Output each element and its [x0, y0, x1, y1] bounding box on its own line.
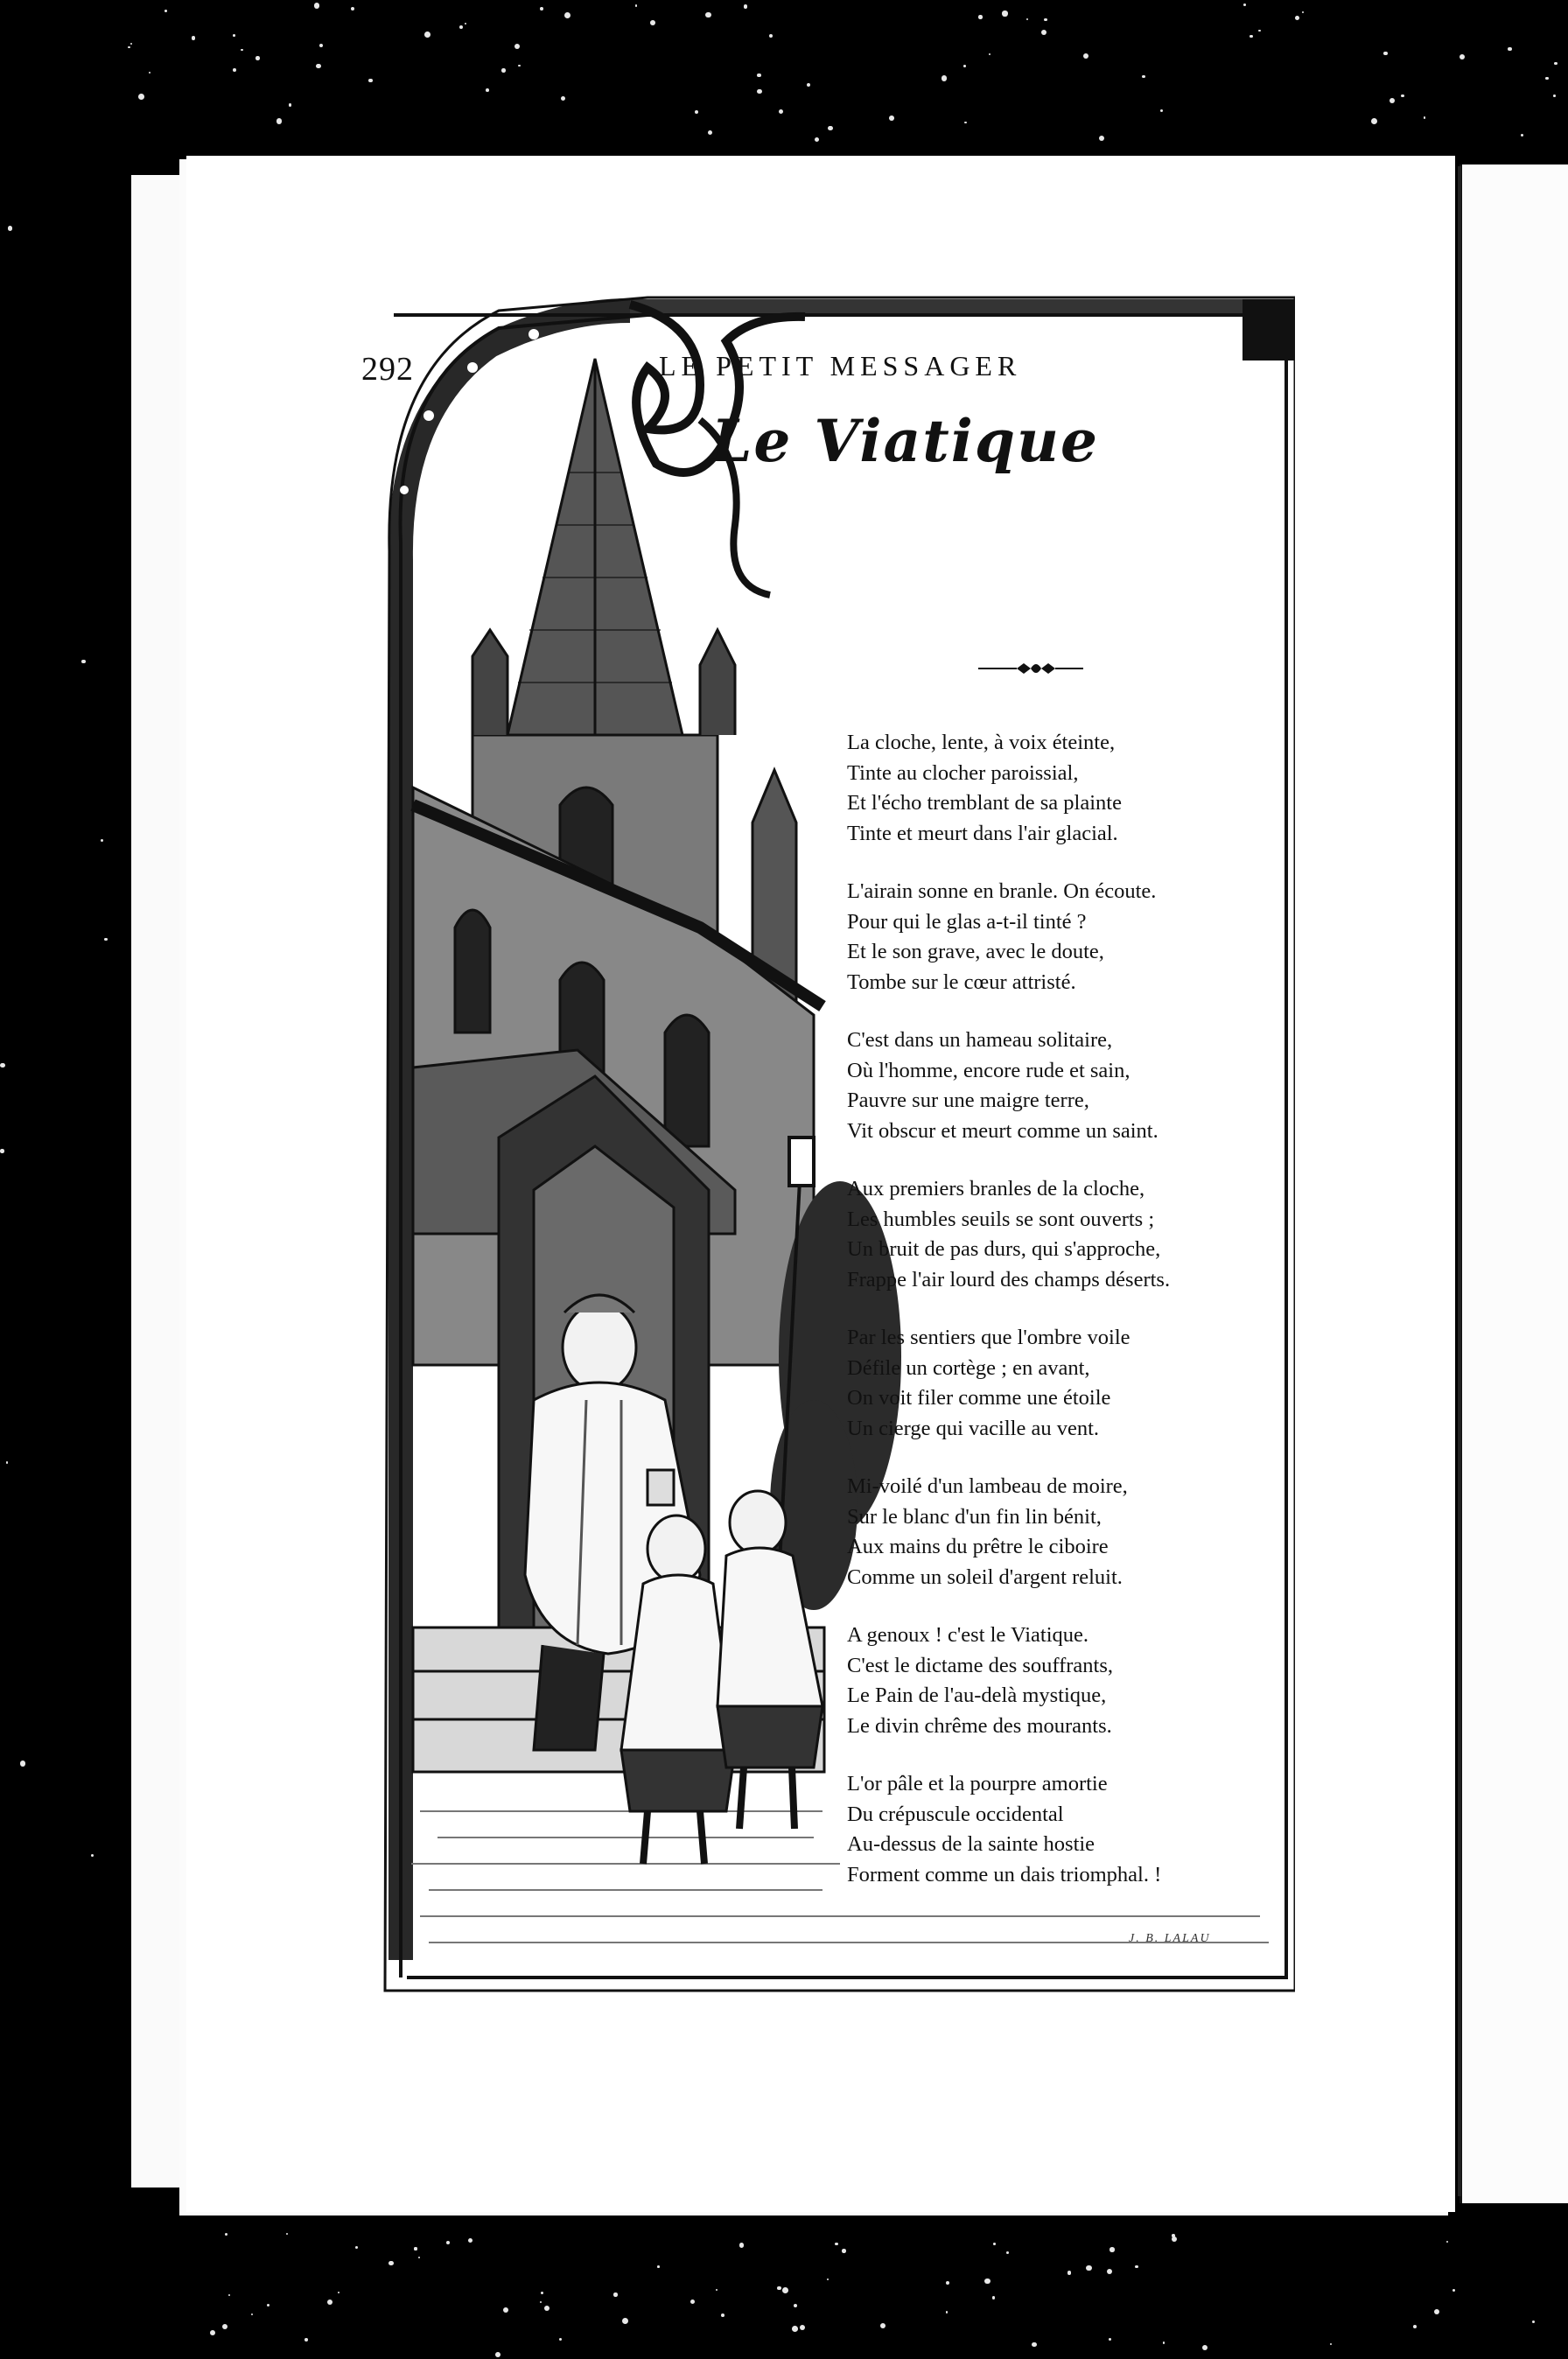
- dust-speck: [800, 2325, 805, 2330]
- poem-verse: Le Pain de l'au-delà mystique,: [847, 1684, 1107, 1707]
- dust-speck: [777, 2286, 780, 2290]
- dust-speck: [1099, 136, 1104, 141]
- dust-speck: [757, 89, 761, 94]
- dust-speck: [744, 4, 748, 9]
- dust-speck: [1110, 2247, 1115, 2252]
- poem-verse: La cloche, lente, à voix éteinte,: [847, 731, 1116, 754]
- dust-speck: [650, 20, 655, 25]
- poem-verse: On voit filer comme une étoile: [847, 1386, 1111, 1410]
- dust-speck: [251, 2314, 253, 2315]
- dust-speck: [495, 2352, 500, 2357]
- page-number: 292: [361, 351, 414, 388]
- running-title: LE PETIT MESSAGER: [659, 350, 1022, 382]
- dust-speck: [1553, 94, 1556, 97]
- dust-speck: [828, 126, 832, 130]
- dust-speck: [779, 109, 783, 114]
- artist-signature: J. B. LALAU: [1129, 1932, 1211, 1945]
- dust-speck: [1413, 2325, 1417, 2328]
- poem-verse: Les humbles seuils se sont ouverts ;: [847, 1207, 1155, 1231]
- dust-speck: [989, 53, 990, 55]
- dust-speck: [514, 44, 520, 49]
- poem-verse: Tombe sur le cœur attristé.: [847, 970, 1076, 994]
- dust-speck: [1250, 35, 1253, 38]
- poem-verse: Comme un soleil d'argent reluit.: [847, 1564, 1123, 1589]
- dust-speck: [635, 4, 638, 7]
- dust-speck: [276, 118, 283, 124]
- dust-speck: [705, 12, 710, 18]
- dust-speck: [1172, 2236, 1177, 2242]
- dust-speck: [769, 34, 773, 38]
- dust-speck: [889, 116, 894, 121]
- dust-speck: [842, 2249, 845, 2252]
- dust-speck: [1258, 30, 1261, 32]
- dust-speck: [559, 2338, 562, 2341]
- dust-speck: [946, 2311, 948, 2314]
- dust-speck: [613, 2292, 617, 2296]
- binding-gutter: [1458, 166, 1461, 2196]
- dust-speck: [1026, 18, 1028, 20]
- dust-speck: [355, 2246, 358, 2249]
- dust-speck: [20, 1760, 25, 1766]
- dust-speck: [327, 2300, 332, 2305]
- dust-speck: [468, 2238, 472, 2243]
- poem-verse: Le divin chrême des mourants.: [847, 1713, 1112, 1738]
- facing-page: [1460, 164, 1568, 2203]
- dust-speck: [1160, 109, 1163, 112]
- poem-verse: Mi-voilé d'un lambeau de moire,: [847, 1474, 1128, 1498]
- dust-speck: [225, 2233, 228, 2236]
- dust-speck: [338, 2292, 340, 2293]
- dust-speck: [540, 7, 543, 10]
- dust-speck: [1460, 54, 1466, 60]
- dust-speck: [1452, 2289, 1455, 2292]
- dust-speck: [1109, 2338, 1111, 2341]
- dust-speck: [946, 2281, 950, 2286]
- dust-speck: [518, 65, 520, 66]
- poem-verse: Du crépuscule occidental: [847, 1802, 1064, 1826]
- poem-verse: Aux premiers branles de la cloche,: [847, 1177, 1145, 1200]
- dust-speck: [1135, 2265, 1138, 2269]
- dust-speck: [1508, 47, 1512, 52]
- dust-speck: [622, 2318, 628, 2324]
- poem-stanza: [847, 728, 1284, 849]
- dust-speck: [992, 2296, 995, 2299]
- dust-speck: [880, 2323, 886, 2328]
- dust-speck: [792, 2326, 798, 2332]
- dust-speck: [6, 1461, 8, 1463]
- dust-speck: [424, 32, 430, 38]
- dust-speck: [1383, 52, 1387, 55]
- dust-speck: [304, 2338, 308, 2342]
- poem-verse: Aux mains du prêtre le ciboire: [847, 1535, 1109, 1558]
- dust-speck: [540, 2301, 542, 2303]
- poem-stanza: [847, 1026, 1284, 1146]
- dust-speck: [1107, 2269, 1112, 2274]
- dust-speck: [1390, 98, 1395, 103]
- dust-speck: [807, 83, 810, 87]
- dust-speck: [128, 46, 130, 49]
- poem-verse: Et le son grave, avec le doute,: [847, 940, 1104, 963]
- dust-speck: [1041, 30, 1046, 35]
- dust-speck: [388, 2261, 394, 2266]
- dust-speck: [815, 137, 819, 142]
- dust-speck: [91, 1854, 94, 1857]
- dust-speck: [978, 15, 982, 18]
- poem-stanza: [847, 1620, 1284, 1741]
- dust-speck: [1424, 116, 1426, 119]
- dust-speck: [794, 2304, 797, 2307]
- dust-speck: [993, 2243, 996, 2245]
- dust-speck: [233, 34, 235, 37]
- poem-body: [847, 728, 1284, 1918]
- dust-speck: [286, 2233, 288, 2235]
- dust-speck: [963, 65, 966, 67]
- dust-speck: [835, 2243, 838, 2246]
- dust-speck: [1330, 2343, 1332, 2345]
- dust-speck: [544, 2306, 550, 2311]
- dust-speck: [541, 2292, 543, 2294]
- dust-speck: [1532, 2320, 1535, 2323]
- dust-speck: [657, 2265, 660, 2268]
- dust-speck: [104, 938, 107, 941]
- poem-verse: Défile un cortège ; en avant,: [847, 1355, 1090, 1380]
- dust-speck: [101, 839, 103, 842]
- dust-speck: [0, 1063, 5, 1068]
- dust-speck: [1521, 134, 1523, 136]
- poem-verse: Sur le blanc d'un fin lin bénit,: [847, 1504, 1102, 1529]
- dust-speck: [368, 79, 372, 82]
- dust-speck: [164, 10, 167, 12]
- dust-speck: [414, 2247, 416, 2250]
- dust-speck: [210, 2330, 215, 2335]
- poem-verse: Tinte et meurt dans l'air glacial.: [847, 821, 1118, 845]
- dust-speck: [1083, 53, 1088, 59]
- dust-speck: [267, 2304, 270, 2307]
- dust-speck: [130, 43, 132, 45]
- dust-speck: [418, 2257, 420, 2258]
- dust-speck: [561, 96, 566, 102]
- dust-speck: [316, 64, 321, 69]
- poem-verse: Vit obscur et meurt comme un saint.: [847, 1118, 1158, 1143]
- poem-verse: Un bruit de pas durs, qui s'approche,: [847, 1237, 1161, 1261]
- dust-speck: [1371, 118, 1377, 124]
- dust-speck: [690, 2300, 695, 2304]
- poem-verse: Par les sentiers que l'ombre voile: [847, 1326, 1130, 1349]
- poem-verse: Un cierge qui vacille au vent.: [847, 1416, 1099, 1440]
- poem-verse: Au-dessus de la sainte hostie: [847, 1832, 1096, 1856]
- poem-stanza: [847, 1174, 1284, 1295]
- poem-stanza: [847, 1769, 1284, 1890]
- dust-speck: [228, 2294, 230, 2296]
- dust-speck: [827, 2278, 829, 2280]
- dust-speck: [486, 88, 489, 92]
- dust-speck: [256, 56, 260, 60]
- poem-verse: C'est dans un hameau solitaire,: [847, 1028, 1113, 1052]
- dust-speck: [1243, 4, 1246, 6]
- dust-speck: [1401, 94, 1404, 97]
- dust-speck: [0, 1149, 4, 1152]
- dust-speck: [459, 25, 463, 29]
- dust-speck: [1006, 2251, 1009, 2254]
- dust-speck: [1068, 2271, 1071, 2274]
- dust-speck: [1032, 2342, 1037, 2348]
- dust-speck: [241, 49, 242, 51]
- dust-speck: [1446, 2241, 1448, 2243]
- dust-speck: [1302, 11, 1304, 13]
- dust-speck: [739, 2243, 745, 2248]
- fleuron-ornament-icon: [978, 658, 1083, 679]
- dust-speck: [716, 2289, 718, 2292]
- dust-speck: [1044, 18, 1047, 22]
- dust-speck: [1554, 62, 1558, 66]
- dust-speck: [942, 75, 948, 81]
- dust-speck: [782, 2287, 788, 2293]
- dust-speck: [233, 68, 236, 72]
- dust-speck: [314, 3, 320, 9]
- dust-speck: [289, 103, 292, 107]
- dust-speck: [1202, 2345, 1208, 2350]
- dust-speck: [149, 72, 150, 74]
- dust-speck: [192, 36, 195, 39]
- dust-speck: [1295, 16, 1299, 20]
- dust-speck: [721, 2314, 724, 2317]
- dust-speck: [964, 122, 967, 124]
- dust-speck: [708, 130, 713, 136]
- dust-speck: [503, 2307, 508, 2313]
- dust-speck: [695, 110, 698, 114]
- poem-verse: Tinte au clocher paroissial,: [847, 760, 1079, 785]
- poem-verse: Forment comme un dais triomphal. !: [847, 1862, 1162, 1886]
- poem-verse: Et l'écho tremblant de sa plainte: [847, 791, 1122, 815]
- dust-speck: [8, 226, 12, 230]
- dust-speck: [465, 23, 466, 24]
- dust-speck: [1545, 77, 1549, 80]
- poem-verse: C'est le dictame des souffrants,: [847, 1653, 1114, 1677]
- poem-verse: Pour qui le glas a-t-il tinté ?: [847, 909, 1087, 934]
- poem-verse: L'airain sonne en branle. On écoute.: [847, 879, 1157, 903]
- dust-speck: [138, 94, 144, 100]
- dust-speck: [1086, 2265, 1092, 2272]
- poem-stanza: [847, 1323, 1284, 1444]
- dust-speck: [319, 44, 323, 47]
- dust-speck: [984, 2278, 990, 2285]
- dust-speck: [81, 660, 85, 663]
- dust-speck: [757, 74, 761, 78]
- dust-speck: [1163, 2342, 1166, 2344]
- dust-speck: [222, 2324, 228, 2330]
- dust-speck: [501, 68, 505, 72]
- dust-speck: [351, 7, 354, 10]
- poem-verse: L'or pâle et la pourpre amortie: [847, 1772, 1108, 1796]
- poem-stanza: [847, 877, 1284, 998]
- dust-speck: [564, 12, 570, 18]
- poem-verse: Où l'homme, encore rude et sain,: [847, 1058, 1130, 1082]
- dust-speck: [1142, 75, 1144, 78]
- poem-verse: Frappe l'air lourd des champs déserts.: [847, 1267, 1171, 1292]
- dust-speck: [1002, 10, 1007, 16]
- dust-speck: [1434, 2309, 1439, 2314]
- poem-verse: A genoux ! c'est le Viatique.: [847, 1623, 1089, 1647]
- poem-verse: Pauvre sur une maigre terre,: [847, 1088, 1089, 1112]
- dust-speck: [446, 2241, 450, 2244]
- poem-stanza: [847, 1472, 1284, 1592]
- poem-title: Le Viatique: [711, 407, 1099, 475]
